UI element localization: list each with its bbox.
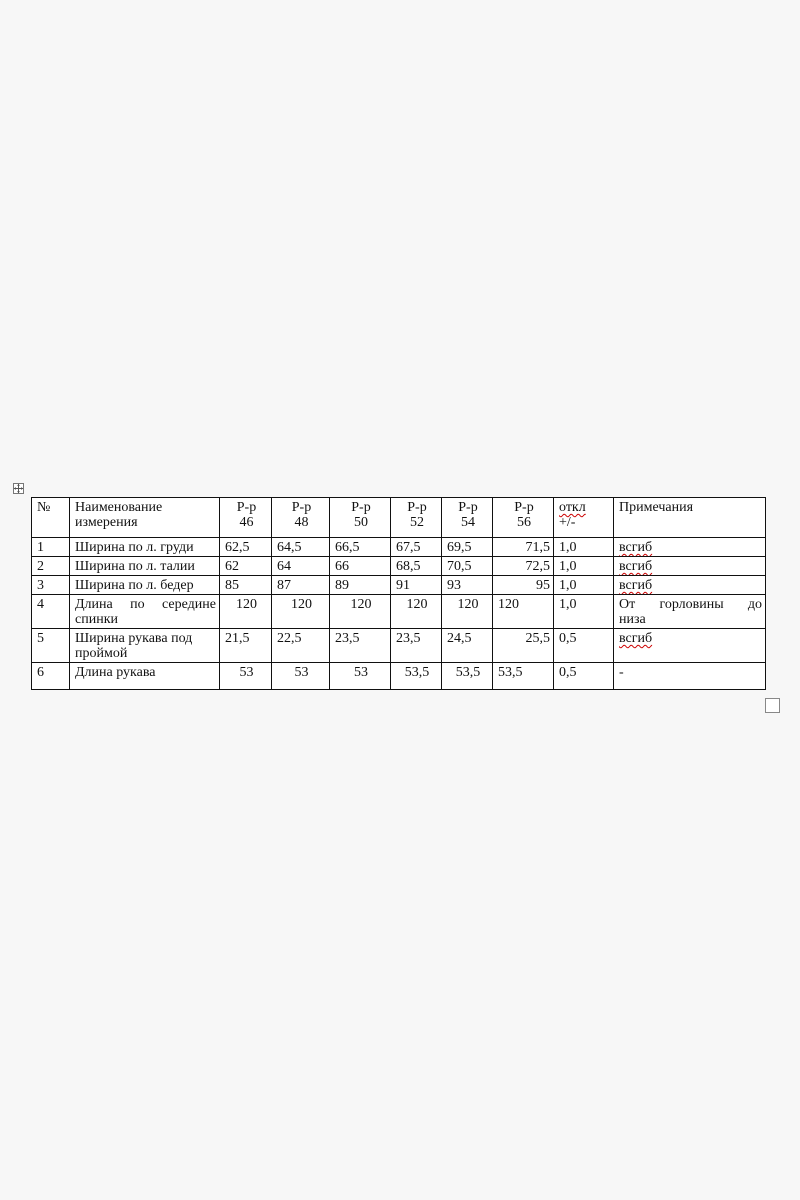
cell-value: 68,5 xyxy=(391,557,442,576)
cell-value: 62 xyxy=(220,557,272,576)
row-num: 5 xyxy=(32,629,70,663)
cell-value: 64 xyxy=(272,557,330,576)
table-header-row xyxy=(32,498,766,538)
cell-value: 23,5 xyxy=(391,629,442,663)
cell-value: 66,5 xyxy=(330,538,391,557)
row-num: 3 xyxy=(32,576,70,595)
cell-value: 53 xyxy=(220,663,272,690)
size-value: 46 xyxy=(239,515,254,530)
table-row xyxy=(32,538,766,557)
size-label: Р-р xyxy=(351,500,371,515)
row-name-line1: Длина по середине xyxy=(75,597,216,612)
cell-value: 72,5 xyxy=(493,557,554,576)
size-label: Р-р xyxy=(514,500,534,515)
header-size-56 xyxy=(493,498,554,538)
row-num: 2 xyxy=(32,557,70,576)
row-deviation: 1,0 xyxy=(554,576,614,595)
header-deviation xyxy=(554,498,614,538)
row-name: Длина рукава xyxy=(70,663,220,690)
cell-value: 120 xyxy=(272,595,330,629)
table-move-handle-icon[interactable] xyxy=(13,483,24,494)
cell-value: 53,5 xyxy=(391,663,442,690)
note-text: всгиб xyxy=(619,631,653,646)
measurement-table xyxy=(31,497,766,690)
header-measurement-name xyxy=(70,498,220,538)
table-row xyxy=(32,595,766,629)
cell-value: 120 xyxy=(391,595,442,629)
size-value: 54 xyxy=(461,515,475,530)
row-num: 1 xyxy=(32,538,70,557)
note-text: всгиб xyxy=(619,559,653,574)
note-text: всгиб xyxy=(619,540,653,555)
row-name xyxy=(70,629,220,663)
cell-value: 89 xyxy=(330,576,391,595)
header-name-line1: Наименование xyxy=(75,500,163,515)
size-value: 48 xyxy=(294,515,309,530)
cell-value: 120 xyxy=(220,595,272,629)
size-label: Р-р xyxy=(291,500,312,515)
row-name: Ширина по л. талии xyxy=(70,557,220,576)
cell-value: 62,5 xyxy=(220,538,272,557)
row-deviation: 0,5 xyxy=(554,663,614,690)
row-name-line2: проймой xyxy=(75,646,128,661)
note-text: всгиб xyxy=(619,578,653,593)
cell-value: 87 xyxy=(272,576,330,595)
row-name xyxy=(70,595,220,629)
size-label: Р-р xyxy=(458,500,478,515)
cell-value: 85 xyxy=(220,576,272,595)
note-line1: От горловины до xyxy=(619,597,762,612)
cell-value: 23,5 xyxy=(330,629,391,663)
cell-value: 70,5 xyxy=(442,557,493,576)
row-num: 4 xyxy=(32,595,70,629)
cell-value: 22,5 xyxy=(272,629,330,663)
row-deviation: 1,0 xyxy=(554,557,614,576)
cell-value: 64,5 xyxy=(272,538,330,557)
deviation-label: откл xyxy=(559,500,586,515)
cell-value: 91 xyxy=(391,576,442,595)
cell-value: 53 xyxy=(330,663,391,690)
table-resize-handle-icon[interactable] xyxy=(765,698,780,713)
cell-value: 53,5 xyxy=(442,663,493,690)
row-num: 6 xyxy=(32,663,70,690)
cell-value: 93 xyxy=(442,576,493,595)
cell-value: 53,5 xyxy=(493,663,554,690)
row-deviation: 1,0 xyxy=(554,538,614,557)
row-note xyxy=(614,595,766,629)
cell-value: 120 xyxy=(330,595,391,629)
table-row xyxy=(32,629,766,663)
row-note xyxy=(614,576,766,595)
cell-value: 69,5 xyxy=(442,538,493,557)
cell-value: 71,5 xyxy=(493,538,554,557)
row-deviation: 1,0 xyxy=(554,595,614,629)
row-name-line1: Ширина рукава под xyxy=(75,631,193,646)
cell-value: 120 xyxy=(442,595,493,629)
table-row xyxy=(32,576,766,595)
size-label: Р-р xyxy=(407,500,427,515)
header-size-52 xyxy=(391,498,442,538)
header-notes: Примечания xyxy=(614,498,766,538)
header-size-50 xyxy=(330,498,391,538)
row-deviation: 0,5 xyxy=(554,629,614,663)
cell-value: 25,5 xyxy=(493,629,554,663)
note-line2: низа xyxy=(619,612,646,627)
size-value: 52 xyxy=(410,515,424,530)
table-row xyxy=(32,557,766,576)
row-name: Ширина по л. груди xyxy=(70,538,220,557)
header-size-46 xyxy=(220,498,272,538)
deviation-sign: +/- xyxy=(559,515,576,530)
cell-value: 67,5 xyxy=(391,538,442,557)
cell-value: 21,5 xyxy=(220,629,272,663)
row-name-line2: спинки xyxy=(75,612,118,627)
row-note xyxy=(614,629,766,663)
header-num: № xyxy=(32,498,70,538)
header-name-line2: измерения xyxy=(75,515,138,530)
row-note xyxy=(614,538,766,557)
row-note xyxy=(614,557,766,576)
header-size-48 xyxy=(272,498,330,538)
row-note: - xyxy=(614,663,766,690)
cell-value: 53 xyxy=(272,663,330,690)
header-size-54 xyxy=(442,498,493,538)
cell-value: 66 xyxy=(330,557,391,576)
size-label: Р-р xyxy=(236,500,257,515)
cell-value: 120 xyxy=(493,595,554,629)
size-value: 56 xyxy=(517,515,531,530)
cell-value: 24,5 xyxy=(442,629,493,663)
row-name: Ширина по л. бедер xyxy=(70,576,220,595)
cell-value: 95 xyxy=(493,576,554,595)
size-value: 50 xyxy=(354,515,368,530)
table-row xyxy=(32,663,766,690)
